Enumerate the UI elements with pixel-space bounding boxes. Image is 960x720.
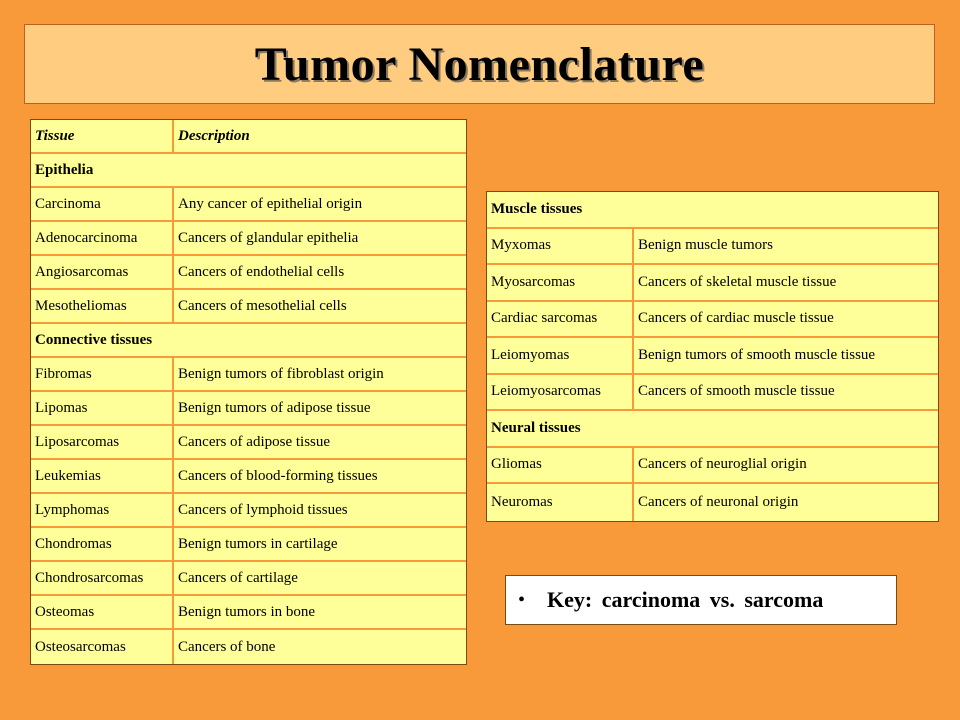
table-row [487, 265, 938, 302]
table-row [31, 188, 466, 222]
table-group-row [487, 411, 938, 448]
description-cell: Benign tumors of adipose tissue [174, 392, 466, 426]
description-cell: Cancers of endothelial cells [174, 256, 466, 290]
table-row [31, 256, 466, 290]
description-cell: Cancers of cardiac muscle tissue [634, 302, 938, 339]
header-description: Description [174, 120, 466, 154]
description-cell: Benign tumors of smooth muscle tissue [634, 338, 938, 375]
description-cell: Benign tumors in cartilage [174, 528, 466, 562]
description-cell: Cancers of neuronal origin [638, 493, 799, 510]
tissue-cell: Osteomas [31, 596, 174, 630]
description-cell: Cancers of smooth muscle tissue [634, 375, 938, 412]
group-label: Connective tissues [31, 324, 466, 358]
tissue-cell: Leiomyosarcomas [487, 375, 634, 412]
tissue-cell: Neuromas [487, 484, 634, 521]
tissue-cell: Fibromas [31, 358, 174, 392]
description-cell: Benign tumors of fibroblast origin [174, 358, 466, 392]
key-callout [505, 575, 897, 625]
description-cell: Cancers of blood-forming tissues [174, 460, 466, 494]
description-cell: Cancers of lymphoid tissues [174, 494, 466, 528]
description-cell: Cancers of glandular epithelia [174, 222, 466, 256]
description-cell: Any cancer of epithelial origin [174, 188, 466, 222]
tissue-cell: Cardiac sarcomas [487, 302, 634, 339]
title-box [24, 24, 935, 104]
description-cell: Cancers of neuroglial origin [634, 448, 938, 485]
tissue-cell: Chondrosarcomas [31, 562, 174, 596]
header-tissue: Tissue [31, 120, 174, 154]
tissue-cell: Myosarcomas [487, 265, 634, 302]
table-row [31, 528, 466, 562]
tissue-cell: Mesotheliomas [31, 290, 174, 324]
tissue-cell: Angiosarcomas [31, 256, 174, 290]
tissue-cell: Leukemias [31, 460, 174, 494]
table-row [487, 375, 938, 412]
table-row [31, 426, 466, 460]
tissue-cell: Lymphomas [31, 494, 174, 528]
table-row [487, 448, 938, 485]
tissue-cell: Leiomyomas [487, 338, 634, 375]
tissue-cell: Gliomas [487, 448, 634, 485]
tissue-cell: Myxomas [487, 229, 634, 266]
description-cell: Cancers of adipose tissue [174, 426, 466, 460]
table-group-row [31, 324, 466, 358]
table-row [31, 290, 466, 324]
table-row [31, 392, 466, 426]
tissue-cell: Osteosarcomas [31, 630, 174, 664]
table-row [31, 596, 466, 630]
table-row [31, 222, 466, 256]
group-label: Epithelia [31, 154, 466, 188]
tissue-table-left [30, 119, 467, 665]
tissue-cell: Lipomas [31, 392, 174, 426]
page-title: Tumor Nomenclature [254, 37, 705, 91]
table-row [31, 562, 466, 596]
table-row [487, 302, 938, 339]
table-group-row [487, 192, 938, 229]
description-cell: Benign muscle tumors [634, 229, 938, 266]
bullet-icon: • [518, 588, 526, 611]
tissue-cell: Carcinoma [31, 188, 174, 222]
key-text: Key: carcinoma vs. sarcoma [547, 587, 824, 612]
group-label: Neural tissues [487, 411, 938, 448]
description-cell: Cancers of mesothelial cells [174, 290, 466, 324]
tissue-cell: Liposarcomas [31, 426, 174, 460]
table-header-row [31, 120, 466, 154]
table-group-row [31, 154, 466, 188]
tissue-cell: Chondromas [31, 528, 174, 562]
table-row [31, 358, 466, 392]
table-row [487, 229, 938, 266]
description-cell: Cancers of bone [178, 638, 276, 655]
table-row [31, 460, 466, 494]
table-row [487, 484, 938, 521]
description-cell: Cancers of skeletal muscle tissue [634, 265, 938, 302]
table-row [31, 630, 466, 664]
table-row [487, 338, 938, 375]
description-cell: Cancers of cartilage [174, 562, 466, 596]
description-cell: Benign tumors in bone [174, 596, 466, 630]
tissue-cell: Adenocarcinoma [31, 222, 174, 256]
tissue-table-right [486, 191, 939, 522]
table-row [31, 494, 466, 528]
group-label: Muscle tissues [487, 192, 938, 229]
